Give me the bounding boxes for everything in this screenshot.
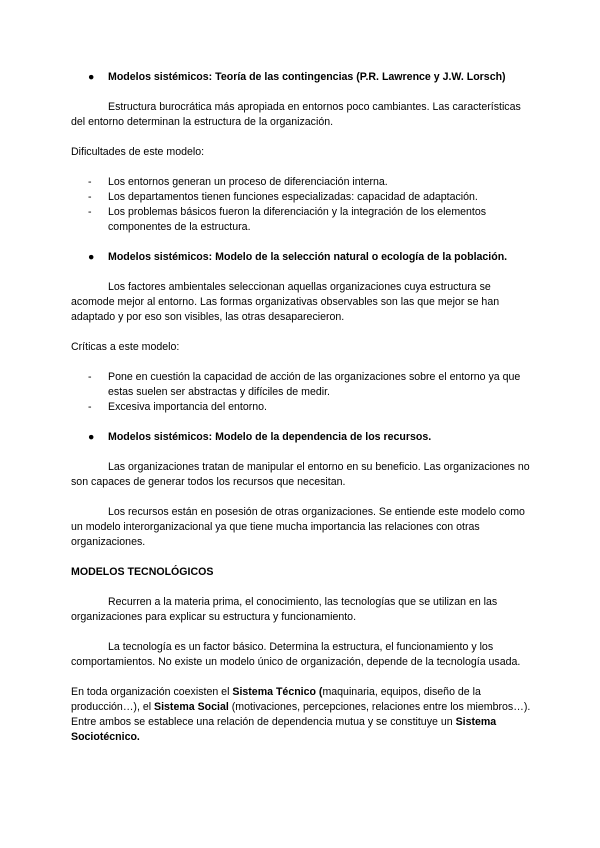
bullet-icon: ● [88, 251, 95, 263]
document-body [71, 70, 533, 745]
list-item: - Los entornos generan un proceso de diferenciación interna. [88, 176, 388, 188]
heading-text: Modelos sistémicos: Modelo de la selección natural o ecología de la población. [108, 251, 508, 263]
list-item: - Pone en cuestión la capacidad de acción de las organizaciones sobre el entorno ya que estas suelen ser abstractas y difíciles de medir. [88, 371, 521, 398]
list-item: - Los departamentos tienen funciones especializadas: capacidad de adaptación. [88, 191, 478, 203]
list-item: - Los problemas básicos fueron la diferenciación y la integración de los elementos componentes de la estructura. [88, 206, 487, 233]
dash-marker: - [88, 176, 92, 188]
dash-marker: - [88, 206, 92, 218]
heading-natural-selection [71, 250, 533, 265]
critiques-list [71, 370, 533, 415]
paragraph-resources-possession: Los recursos están en posesión de otras organizaciones. Se entiende este modelo como un modelo interorganizacional ya que tiene mucha importancia las relaciones con otras organizaciones. [71, 506, 525, 548]
paragraph-technology-factor: La tecnología es un factor básico. Determina la estructura, el funcionamiento y los comportamientos. No existe un modelo único de organización, depende de la tecnología usada. [71, 641, 521, 668]
heading-resource-dependence [71, 430, 533, 445]
paragraph-bureaucratic-structure: Estructura burocrática más apropiada en entornos poco cambiantes. Las características del entorno determinan la estructura de la organización. [71, 101, 521, 128]
term-social-system: Sistema Social [154, 701, 229, 713]
dash-marker: - [88, 371, 92, 383]
heading-contingency-theory [71, 70, 533, 85]
dash-marker: - [88, 191, 92, 203]
critiques-label: Críticas a este modelo: [71, 341, 180, 353]
dash-marker: - [88, 401, 92, 413]
term-technical-system: Sistema Técnico ( [232, 686, 323, 698]
bullet-icon: ● [88, 71, 95, 83]
heading-text: Modelos sistémicos: Teoría de las contingencias (P.R. Lawrence y J.W. Lorsch) [108, 71, 506, 83]
section-title-technological-models: MODELOS TECNOLÓGICOS [71, 566, 214, 578]
heading-text: Modelos sistémicos: Modelo de la dependencia de los recursos. [108, 431, 432, 443]
difficulties-list [71, 175, 533, 235]
paragraph-sociotechnical-system: En toda organización coexisten el Sistema Técnico (maquinaria, equipos, diseño de la producción…), el Sistema Social (motivaciones, percepciones, relaciones entre los miembros…). Entre ambos se establece una relación de dependencia mutua y se constituye un Sistema Sociotécnico. [71, 686, 531, 743]
list-item: - Excesiva importancia del entorno. [88, 401, 267, 413]
difficulties-label: Dificultades de este modelo: [71, 146, 205, 158]
paragraph-raw-materials: Recurren a la materia prima, el conocimiento, las tecnologías que se utilizan en las organizaciones para explicar su estructura y funcionamiento. [71, 596, 498, 623]
paragraph-environmental-factors: Los factores ambientales seleccionan aquellas organizaciones cuya estructura se acomode mejor al entorno. Las formas organizativas observables son las que mejor se han adaptado y por eso son visibles, las otras desaparecieron. [71, 281, 500, 323]
bullet-icon: ● [88, 431, 95, 443]
term-sociotechnical-system: Sistema Sociotécnico. [71, 716, 497, 743]
paragraph-manipulate-environment: Las organizaciones tratan de manipular el entorno en su beneficio. Las organizaciones no son capaces de generar todos los recursos que necesitan. [71, 461, 530, 488]
